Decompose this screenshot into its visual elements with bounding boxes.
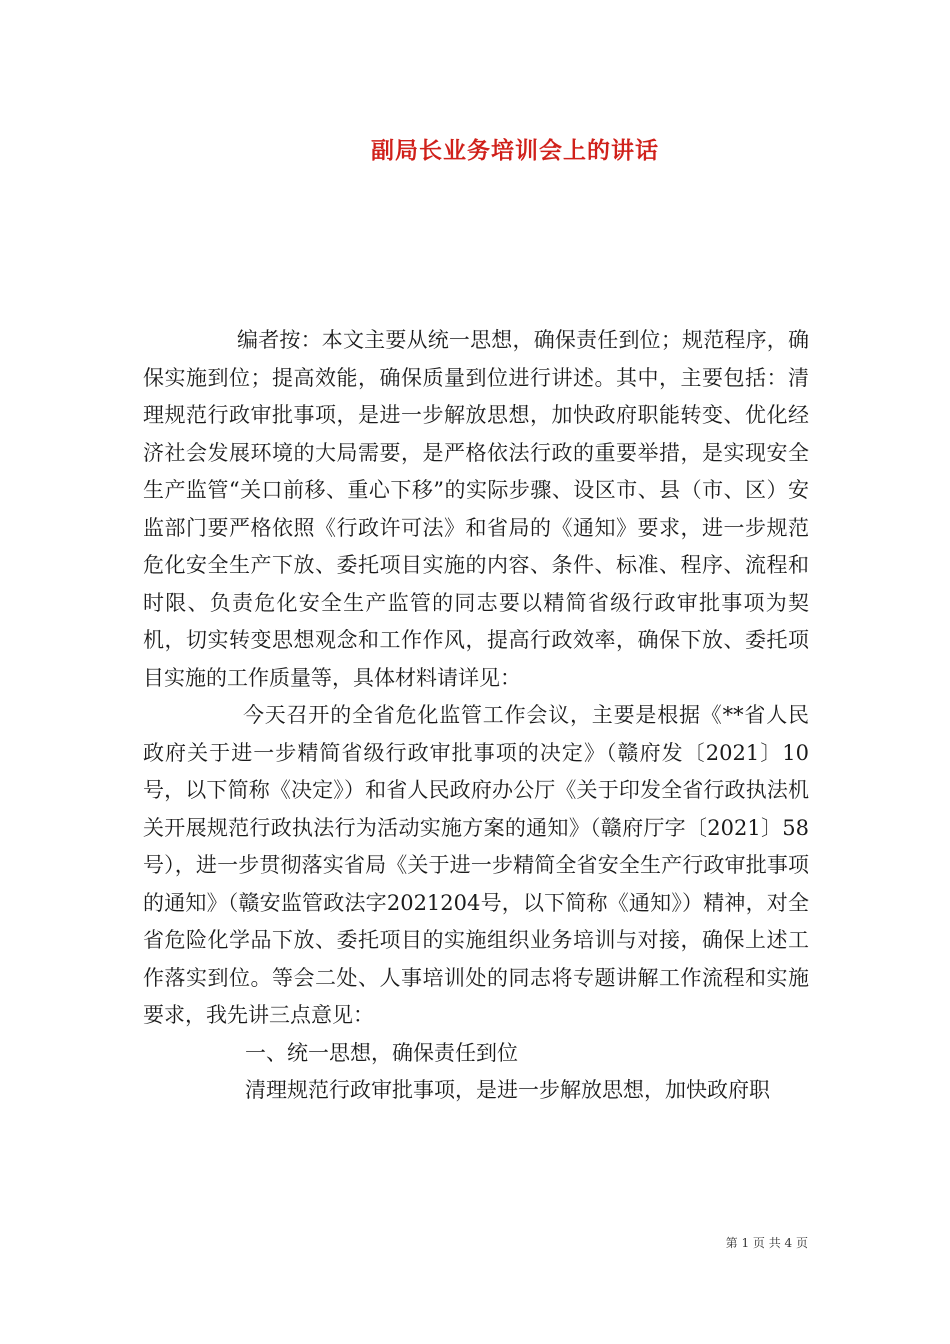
document-body — [143, 322, 809, 1110]
section-heading: 一、统一思想，确保责任到位 — [245, 1040, 518, 1065]
editor-note-paragraph: 编者按：本文主要从统一思想，确保责任到位；规范程序，确保实施到位；提高效能，确保质量到位进行讲述。其中，主要包括：清理规范行政审批事项，是进一步解放思想，加快政府职能转变、优化经济社会发展环境的大局需要，是严格依法行政的重要举措，是实现安全生产监管“关口前移、重心下移”的实际步骤、设区市、县（市、区）安监部门要严格依照《行政许可法》和省局的《通知》要求，进一步规范危化安全生产下放、委托项目实施的内容、条件、标准、程序、流程和时限、负责危化安全生产监管的同志要以精简省级行政审批事项为契机，切实转变思想观念和工作作风，提高行政效率，确保下放、委托项目实施的工作质量等，具体材料请详见： — [143, 328, 809, 690]
page-title: 副局长业务培训会上的讲话 — [371, 137, 659, 164]
intro-paragraph: 今天召开的全省危化监管工作会议，主要是根据《**省人民政府关于进一步精简省级行政审批事项的决定》（赣府发〔2021〕10号，以下简称《决定》）和省人民政府办公厅《关于印发全省行政执法机关开展规范行政执法行为活动实施方案的通知》（赣府厅字〔2021〕58号），进一步贯彻落实省局《关于进一步精简全省安全生产行政审批事项的通知》（赣安监管政法字2021204号，以下简称《通知》）精神，对全省危险化学品下放、委托项目的实施组织业务培训与对接，确保上述工作落实到位。等会二处、人事培训处的同志将专题讲解工作流程和实施要求，我先讲三点意见： — [143, 703, 809, 1027]
section-paragraph: 清理规范行政审批事项，是进一步解放思想，加快政府职 — [245, 1078, 770, 1102]
page-footer: 第 1 页 共 4 页 — [725, 1236, 808, 1250]
